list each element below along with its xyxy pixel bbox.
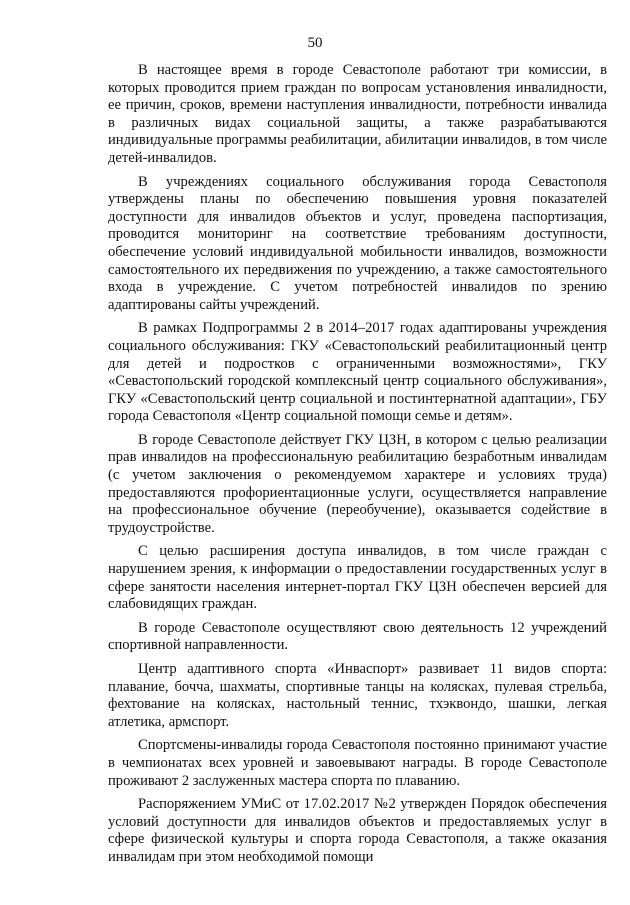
paragraph-athletes: Спортсмены-инвалиды города Севастополя постоянно принимают участие в чемпионатах всех уровней и завоевывают награды. В городе Севастополе проживают 2 заслуженных мастера спорта по плаванию.: [108, 737, 607, 789]
paragraph-visually-impaired-portal: С целью расширения доступа инвалидов, в том числе граждан с нарушением зрения, к информации о предоставлении государственных услуг в сфере занятости населения интернет-портал ГКУ ЦЗН обеспечен версией для слабовидящих граждан.: [108, 543, 607, 613]
paragraph-invasport: Центр адаптивного спорта «Инваспорт» развивает 11 видов спорта: плавание, бочча, шахматы, спортивные танцы на колясках, пулевая стрельба, фехтование на колясках, настольный теннис, тхэквондо, шашки, легкая атлетика, армспорт.: [108, 661, 607, 730]
paragraph-accessibility-plans: В учреждениях социального обслуживания города Севастополя утверждены планы по обеспечению повышения уровня показателей доступности для инвалидов объектов и услуг, проведена паспортизация, проводится мониторинг на соответствие требованиям доступности, обеспечение условий индивидуальной мобильности инвалидов, возможности самостоятельного их передвижения по учреждению, а также самостоятельного входа в учреждение. С учетом потребностей инвалидов по зрению адаптированы сайты учреждений.: [108, 173, 607, 313]
paragraph-subprogram-2: В рамках Подпрограммы 2 в 2014–2017 годах адаптированы учреждения социального обслуживания: ГКУ «Севастопольский реабилитационный центр для детей и подростков с ограниченными возможностями», ГКУ «Севастопольский городской комплексный центр социального обслуживания», ГКУ «Севастопольский центр социальной и постинтернатной адаптации», ГБУ города Севастополя «Центр социальной помощи семье и детям».: [108, 320, 607, 425]
paragraph-sports-institutions: В городе Севастополе осуществляют свою деятельность 12 учреждений спортивной направленности.: [108, 619, 607, 654]
body-text: [108, 62, 607, 873]
paragraph-order-umis: Распоряжением УМиС от 17.02.2017 №2 утвержден Порядок обеспечения условий доступности для инвалидов объектов и предоставляемых услуг в сфере физической культуры и спорта города Севастополя, а также оказания инвалидам при этом необходимой помощи: [108, 796, 607, 865]
paragraph-commissions: В настоящее время в городе Севастополе работают три комиссии, в которых проводится прием граждан по вопросам установления инвалидности, ее причин, сроков, времени наступления инвалидности, потребности инвалида в различных видах социальной защиты, а также разрабатываются индивидуальные программы реабилитации, абилитации инвалидов, в том числе детей-инвалидов.: [108, 62, 607, 166]
paragraph-employment-center: В городе Севастополе действует ГКУ ЦЗН, в котором с целью реализации прав инвалидов на профессиональную реабилитацию безработным инвалидам (с учетом заключения о рекомендуемом характере и условиях труда) предоставляются профориентационные услуги, осуществляется направление на профессиональное обучение (переобучение), оказывается содействие в трудоустройстве.: [108, 431, 607, 536]
page-number: 50: [307, 35, 323, 51]
